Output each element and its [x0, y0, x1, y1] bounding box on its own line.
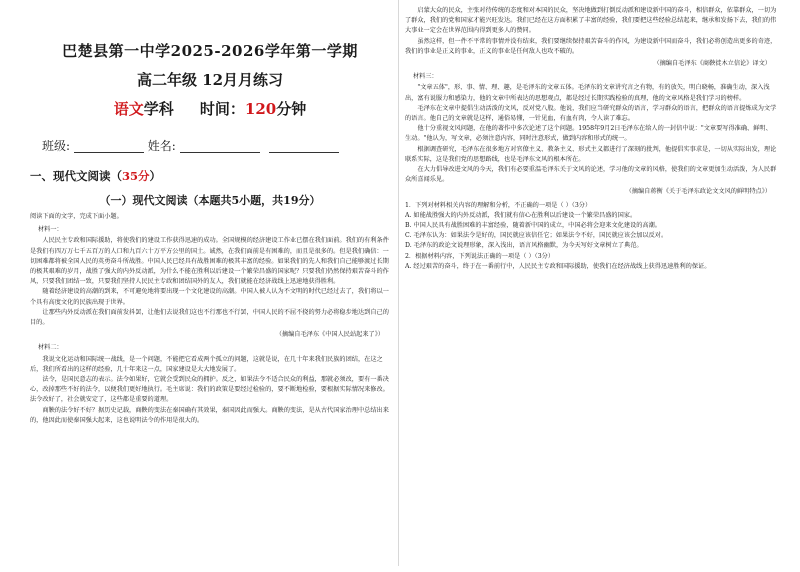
material1-source: （摘编自毛泽东《中国人民站起来了》） [275, 331, 384, 339]
time-value: 120 [244, 100, 277, 118]
material2-source: （摘编自毛泽东《商鞅徙木立信论》译文） [653, 60, 771, 68]
instruction: 阅读下面的文字，完成下面小题。 [30, 213, 123, 220]
question-1-option-c[interactable]: C. 毛泽东认为：如果法令是好的，国民就应该信任它；如果法令不好，国民就应该会加以反对。 [405, 232, 668, 240]
school-title: 巴楚县第一中学2025-2026学年第一学期 [62, 42, 358, 60]
material3-para: 在大力倡导改进文风的今天，我们有必要重温毛泽东关于文风的论述，学习他的文章的风格，使我们的文章更加生动活泼，为人民群众所喜闻乐见。 [405, 166, 777, 184]
material1-para: 随着经济建设的高潮的到来，不可避免地将要出现一个文化建设的高潮。中国人被人认为不文明的时代已经过去了，我们将以一个具有高度文化的民族出现于世界。 [30, 288, 389, 306]
extra-blank[interactable] [269, 140, 339, 153]
material1-label: 材料一： [38, 226, 63, 234]
section-title-text: 一、现代文阅读（ [30, 169, 122, 183]
section-title [30, 168, 390, 184]
exam-header [30, 40, 390, 119]
time-unit: 分钟 [276, 100, 307, 118]
material3-para: "文章五体"，形、事、情、理、趣，是毛泽东的文章五体。毛泽东的文章讲究言之有物，有的放矢，明白晓畅，准确生动，深入浅出，富有说服力和感染力，他的文章中所表达的思想观点，都是经过长期实践检验的真理，他的文章风格是我们学习的榜样。 [405, 84, 770, 102]
question-1-option-b[interactable]: B. 中国人民具有战胜困难的丰富经验，随着新中国的成立，中国必将会迎来文化建设的高潮。 [405, 222, 661, 230]
section-score: 35分 [122, 169, 150, 183]
material3-source: （摘编自蒋衡《关于毛泽东政论文文风的鲜明特点》） [625, 188, 771, 196]
time-label: 时间： [199, 100, 245, 118]
material3-para: 他十分重视文风问题，在他的著作中多次论述了这个问题。1958年9月2日毛泽东在给人的一封信中说："文章要写得准确、鲜明、生动。"他认为，写文章，必须注意内容，同时注意形式，做到内容和形式的统一。 [405, 125, 772, 143]
subsection-title: （一）现代文阅读（本题共5小题，共19分） [99, 194, 321, 207]
right-intro-para: 虽然这样，但一件不平常的事情并没有结束，我们要继续保持艰苦奋斗的作风，为建设新中国而奋斗，我们必将创造出更多的奇迹，我们的事业是正义的事业，正义的事业是任何敌人也攻不破的。 [405, 37, 777, 55]
left-column [30, 0, 390, 566]
section-title-end: ） [149, 169, 162, 183]
material2-label: 材料二： [38, 344, 63, 352]
material3-label: 材料三： [413, 73, 438, 81]
right-column [405, 0, 777, 572]
grade-title: 高二年级 12月月练习 [136, 71, 284, 89]
material3-para: 毛泽东在文章中提倡生动活泼的文风，反对党八股。他说，我们应当研究群众的语言，学习群众的语言，把群众的语言提炼成为文学的语言。他自己的文章就是这样，通俗易懂，一针见血，有血有肉，令人读了难忘。 [405, 104, 777, 123]
name-label: 姓名: [147, 139, 176, 153]
question-2: 2．根据材料内容，下列说法正确的一项是（ ）（3分） [405, 252, 555, 260]
question-1: 1．下列对材料相关内容的理解和分析，不正确的一项是（ ）（3分） [405, 201, 592, 209]
class-blank[interactable] [74, 140, 144, 153]
subject-suffix: 学科 [143, 100, 174, 118]
subject-name: 语文 [113, 100, 144, 118]
question-1-option-a[interactable]: A. 如能战胜强大的内外反动派，我们就有信心在胜利以后建设一个繁荣昌盛的国家。 [405, 211, 637, 219]
material3-para: 根据调查研究，毛泽东在很多地方对官僚主义、教条主义、形式主义都进行了深刻的批判，他提倡实事求是，一切从实际出发，理论联系实际，这是我们党的思想路线，也是毛泽东文风的根本所在。 [405, 145, 777, 163]
material2-para: 商鞅的法令好不好？据历史记载，商鞅的变法在秦国确有其效果，秦国因此而强大。商鞅的变法，是从古代国家治理中总结出来的，他因此而使秦国强大起来，这也说明法令的作用是很大的。 [30, 406, 389, 424]
name-blank[interactable] [180, 140, 260, 153]
class-label: 班级: [42, 139, 71, 153]
column-divider [398, 0, 399, 566]
question-1-option-d[interactable]: D. 毛泽东的政论文说理形象，深入浅出，语言风格幽默，为今天写好文章树立了典范。 [405, 242, 643, 250]
subject-line [30, 98, 390, 119]
material1-para: 人民民主专政和国际援助，将使我们的建设工作获得迅速的成功。全国规模的经济建设工作业已摆在我们面前。我们的有利条件是我们有四万万七千五百万的人口和九百六十万平方公里的国土。诚然，在我们面前是有困难的，而且是很多的。但是我们确信：一切困难都将被全国人民的英勇奋斗所战胜。中国人民已经具有战胜困难的极其丰富的经验。如果我们的先人和我们自己能够渡过长期的极其艰难的岁月，战胜了强大的内外反动派，为什么不能在胜利以后建设一个繁荣昌盛的国家呢？只要我们仍然保持艰苦奋斗的作风，只要我们团结一致，只要我们坚持人民民主专政和团结国外的友人，我们就能在经济战线上迅速地获得胜利。 [30, 237, 389, 286]
student-fields [30, 137, 390, 154]
question-2-option-a[interactable]: A. 经过艰苦的奋斗，终于在一番前行中，人民民主专政和国际援助，使我们在经济战线上获得迅速胜利的保证。 [405, 262, 711, 270]
material2-para: 法令，是国民意志的表示。法令如果好，它就会受到民众的拥护。反之，如果法令不适合民众的利益，那就必须改，要有一番决心，改掉那些不好的法令，以便我们更好地执行。毛主席说：我们的政策是要经过检验的，要不断地检验，要根据实际情况来修改。法令改好了，社会就安定了，这些都是重要的道理。 [30, 376, 389, 404]
right-intro-para: 启蒙大众的民众，主张对待传统的态度和对本国的民众，坚决地做到打倒反动派和建设新中国的奋斗，相信群众，依靠群众，一切为了群众，我们的党和国家才能兴旺发达。我们已经在这方面积累了丰富的经验，我们要把这些经验总结起来，继承和发扬下去，我们的伟大事业一定会在世界范围内得到更多人的赞同。 [405, 7, 777, 35]
material2-para: 我说文化运动和国际统一战线，是一个问题，不能把它看成两个孤立的问题，这就是说，在几十年来我们民族的团结，在这之后，我们所看出的这样的经验，几十年来这一点，国家建设是大大地发展了。 [30, 355, 383, 373]
material1-para: 让那些内外反动派在我们面前发抖罢，让他们去说我们这也不行那也不行罢，中国人民的不屈不挠的努力必将稳步地达到自己的目的。 [30, 308, 389, 327]
